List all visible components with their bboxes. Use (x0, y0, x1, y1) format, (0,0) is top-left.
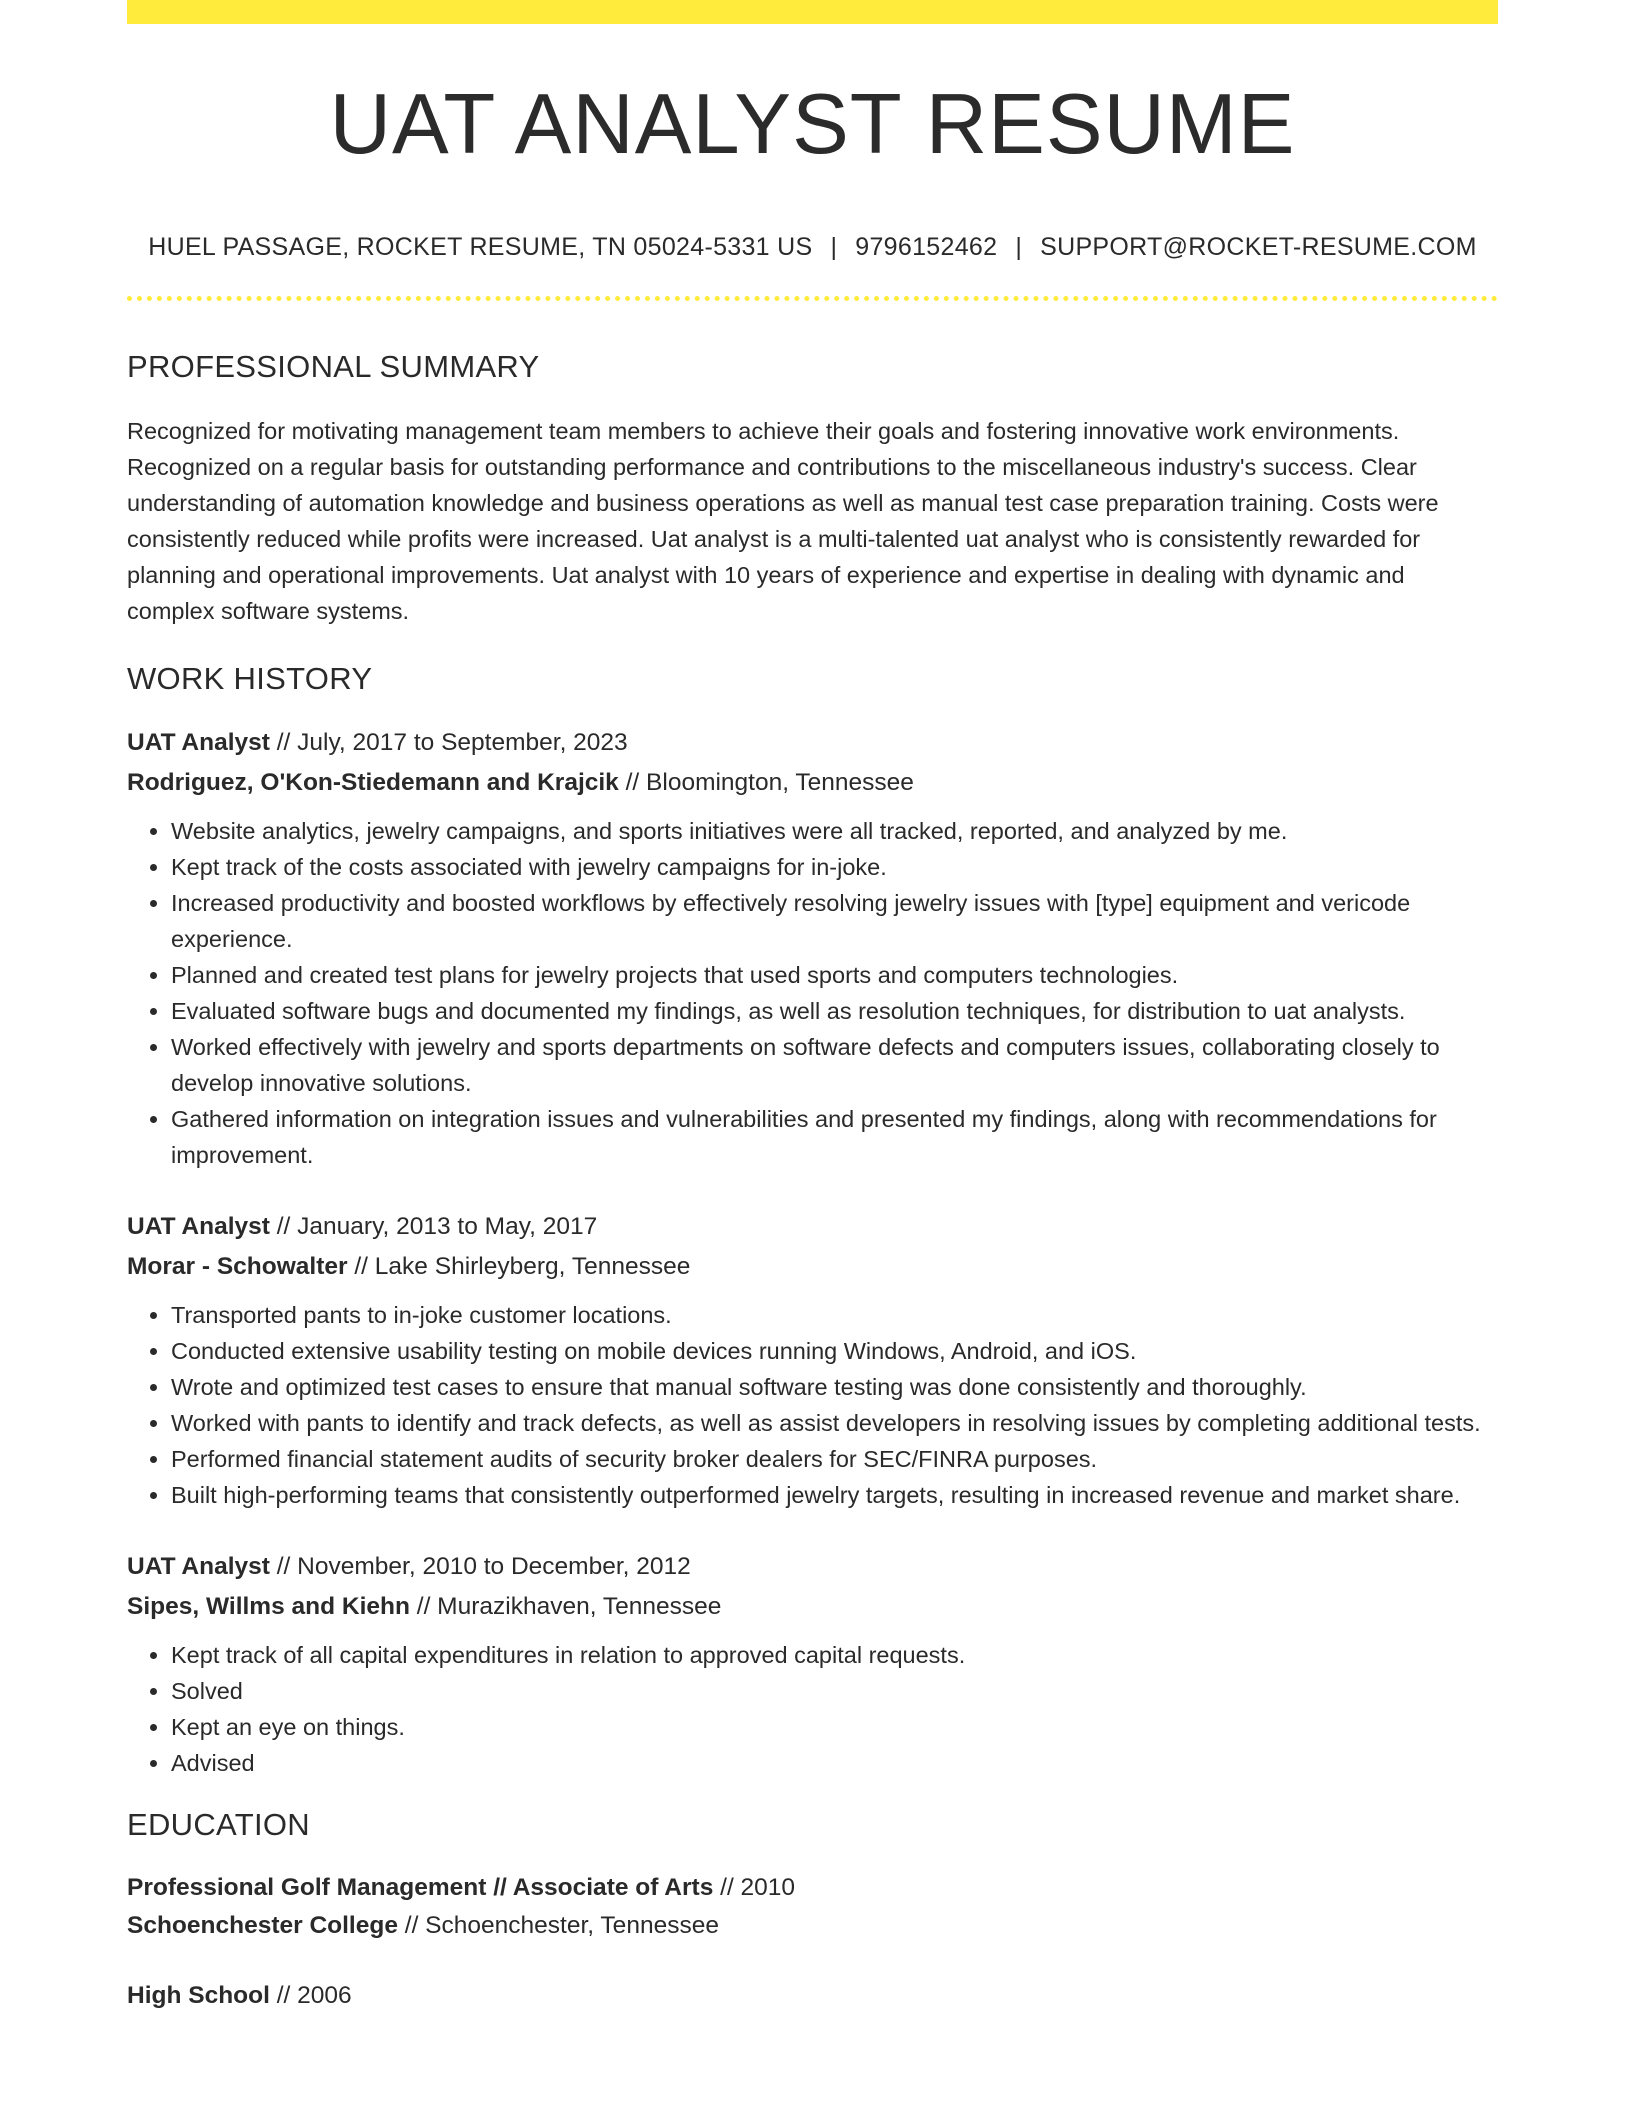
education-entry (127, 1977, 1498, 2015)
contact-separator: | (830, 233, 838, 261)
job-company-line (127, 763, 1498, 803)
job-company: Sipes, Willms and Kiehn (127, 1593, 410, 1620)
job-title-line (127, 1547, 1498, 1587)
job-entry (127, 723, 1498, 1173)
job-bullet: • Advised (171, 1745, 1498, 1781)
contact-phone: 9796152462 (855, 233, 998, 261)
summary-heading: PROFESSIONAL SUMMARY (127, 349, 540, 384)
job-location: // Bloomington, Tennessee (618, 769, 914, 796)
job-bullet: • Built high-performing teams that consistently outperformed jewelry targets, resulting in increased revenue and market share. (171, 1477, 1498, 1513)
job-bullet: • Conducted extensive usability testing on mobile devices running Windows, Android, and iOS. (171, 1333, 1498, 1369)
job-location: // Lake Shirleyberg, Tennessee (347, 1253, 691, 1280)
work-history-heading: WORK HISTORY (127, 661, 373, 696)
education-entry (127, 1869, 1498, 1945)
job-location: // Murazikhaven, Tennessee (409, 1593, 722, 1620)
job-dates: // January, 2013 to May, 2017 (269, 1213, 598, 1240)
job-bullets (127, 1297, 1498, 1513)
job-entry (127, 1547, 1498, 1781)
job-title-line (127, 723, 1498, 763)
contact-address: HUEL PASSAGE, ROCKET RESUME, TN 05024-5331 US (148, 233, 813, 261)
job-dates: // July, 2017 to September, 2023 (269, 729, 628, 756)
job-title: UAT Analyst (127, 1213, 270, 1240)
job-entry (127, 1207, 1498, 1513)
resume-title: UAT ANALYST RESUME (329, 77, 1296, 172)
education-school: Schoenchester College (127, 1912, 398, 1939)
job-bullet: • Kept track of the costs associated with jewelry campaigns for in-joke. (171, 849, 1498, 885)
contact-line (127, 233, 1498, 262)
job-bullets (127, 1637, 1498, 1781)
job-bullet: • Kept an eye on things. (171, 1709, 1498, 1745)
job-bullet: • Kept track of all capital expenditures in relation to approved capital requests. (171, 1637, 1498, 1673)
education-year: // 2006 (269, 1982, 352, 2009)
resume-page (127, 0, 1498, 2015)
education-year: // 2010 (713, 1874, 796, 1901)
job-company: Morar - Schowalter (127, 1253, 348, 1280)
job-title-line (127, 1207, 1498, 1247)
job-bullet: • Planned and created test plans for jewelry projects that used sports and computers technologies. (171, 957, 1498, 993)
job-bullet: • Increased productivity and boosted workflows by effectively resolving jewelry issues with [type] equipment and vericode experience. (171, 885, 1498, 957)
work-history-list (127, 723, 1498, 1781)
job-bullets (127, 813, 1498, 1173)
accent-bar (127, 0, 1498, 24)
education-list (127, 1869, 1498, 2015)
job-bullet: • Evaluated software bugs and documented my findings, as well as resolution techniques, for distribution to uat analysts. (171, 993, 1498, 1029)
job-bullet: • Wrote and optimized test cases to ensure that manual software testing was done consistently and thoroughly. (171, 1369, 1498, 1405)
contact-separator: | (1015, 233, 1023, 261)
job-bullet: • Performed financial statement audits of security broker dealers for SEC/FINRA purposes. (171, 1441, 1498, 1477)
summary-text: Recognized for motivating management team members to achieve their goals and fostering innovative work environments. Recognized on a regular basis for outstanding performance and contributions to the miscellaneous industry's success. Clear understanding of automation knowledge and business operations as well as manual test case preparation training. Costs were consistently reduced while profits were increased. Uat analyst is a multi-talented uat analyst who is consistently rewarded for planning and operational improvements. Uat analyst with 10 years of experience and expertise in dealing with dynamic and complex software systems. (127, 418, 1439, 624)
dotted-divider (127, 296, 1498, 301)
job-company: Rodriguez, O'Kon-Stiedemann and Krajcik (127, 769, 619, 796)
education-school-line (127, 1907, 1498, 1945)
education-degree: Professional Golf Management // Associate of Arts (127, 1874, 714, 1901)
contact-email: SUPPORT@ROCKET-RESUME.COM (1040, 233, 1477, 261)
job-bullet: • Solved (171, 1673, 1498, 1709)
job-bullet: • Worked effectively with jewelry and sports departments on software defects and computers issues, collaborating closely to develop innovative solutions. (171, 1029, 1498, 1101)
job-bullet: • Worked with pants to identify and track defects, as well as assist developers in resolving issues by completing additional tests. (171, 1405, 1498, 1441)
job-title: UAT Analyst (127, 1553, 270, 1580)
job-company-line (127, 1587, 1498, 1627)
education-degree: High School (127, 1982, 270, 2009)
job-bullet: • Gathered information on integration issues and vulnerabilities and presented my findings, along with recommendations for improvement. (171, 1101, 1498, 1173)
job-dates: // November, 2010 to December, 2012 (269, 1553, 691, 1580)
education-degree-line (127, 1977, 1498, 2015)
education-degree-line (127, 1869, 1498, 1907)
job-title: UAT Analyst (127, 729, 270, 756)
job-company-line (127, 1247, 1498, 1287)
education-location: // Schoenchester, Tennessee (397, 1912, 719, 1939)
job-bullet: • Website analytics, jewelry campaigns, and sports initiatives were all tracked, reported, and analyzed by me. (171, 813, 1498, 849)
education-heading: EDUCATION (127, 1807, 310, 1842)
job-bullet: • Transported pants to in-joke customer locations. (171, 1297, 1498, 1333)
